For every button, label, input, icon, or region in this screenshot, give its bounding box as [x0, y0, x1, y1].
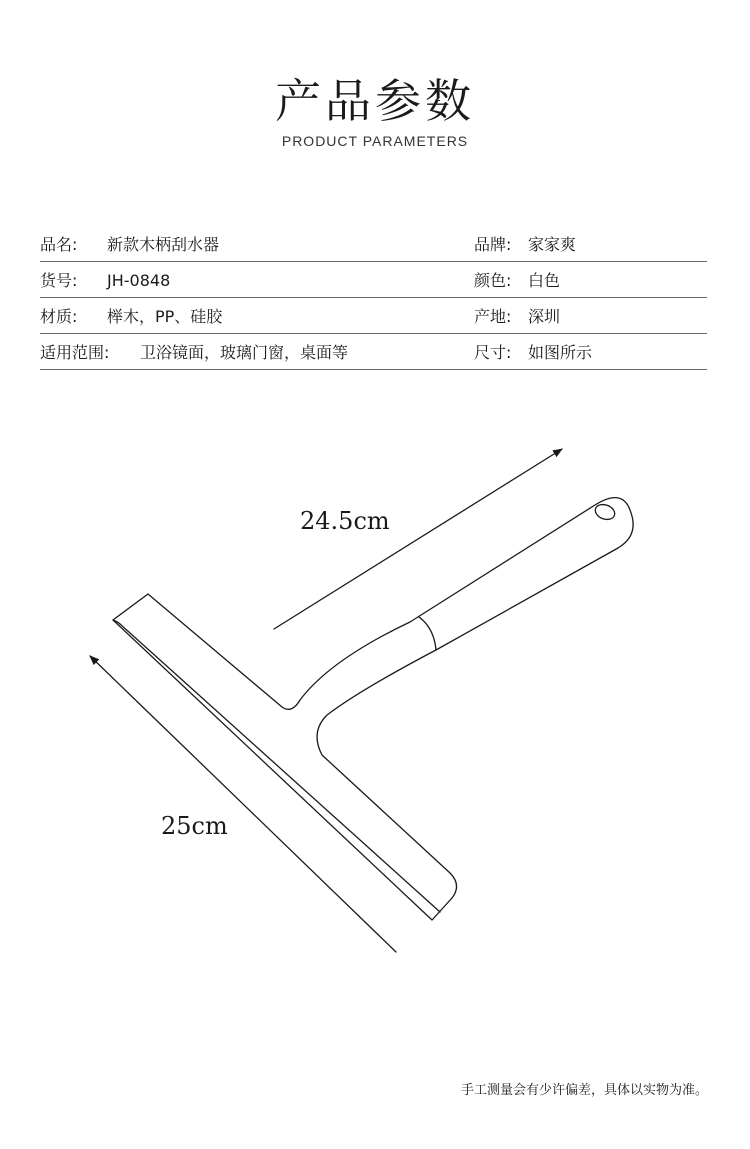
param-label: 颜色:	[474, 271, 512, 290]
page-title: 产品参数	[275, 74, 475, 128]
blade-edge	[120, 624, 440, 912]
param-label: 尺寸:	[474, 343, 512, 362]
param-value: 深圳	[528, 307, 561, 326]
param-label: 材质:	[40, 307, 78, 326]
param-value: 卫浴镜面，玻璃门窗，桌面等	[140, 343, 349, 362]
blade-width-label: 25cm	[161, 812, 228, 840]
param-value: 新款木柄刮水器	[107, 235, 220, 254]
handle-length-label: 24.5cm	[300, 507, 390, 535]
param-value: JH-0848	[107, 271, 171, 290]
param-label: 货号:	[40, 271, 78, 290]
measurement-footnote: 手工测量会有少许偏差，具体以实物为准。	[460, 1083, 708, 1098]
param-value: 白色	[528, 271, 561, 290]
param-label: 品名:	[40, 235, 78, 254]
param-value: 家家爽	[528, 235, 577, 254]
blade-dimension-line	[90, 656, 396, 952]
param-label: 产地:	[474, 307, 512, 326]
param-label: 适用范围:	[40, 343, 110, 362]
page-subtitle: PRODUCT PARAMETERS	[281, 133, 469, 149]
handle-dimension-line	[274, 449, 562, 629]
squeegee-outline	[113, 498, 633, 920]
hanging-hole	[593, 502, 617, 522]
param-label: 品牌:	[474, 235, 512, 254]
param-value: 榉木，PP、硅胶	[107, 307, 223, 326]
param-value: 如图所示	[528, 343, 593, 362]
handle-band	[419, 617, 436, 650]
